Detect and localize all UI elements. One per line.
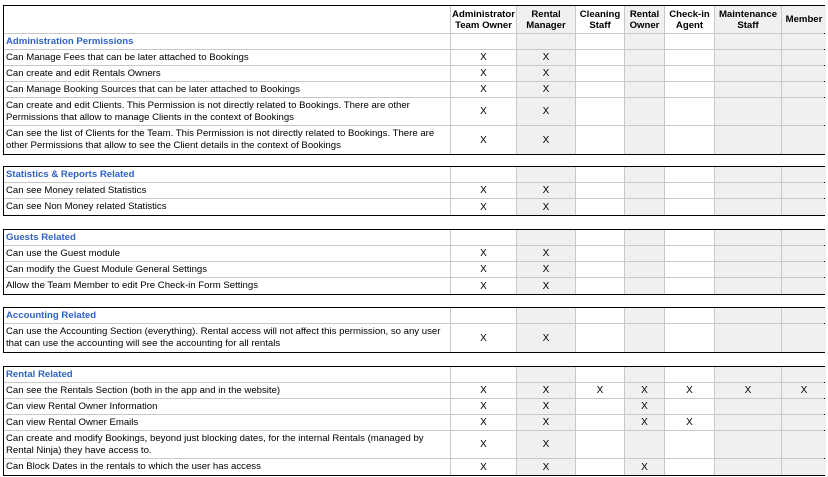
permission-cell: [624, 246, 664, 261]
section-title: Guests Related: [6, 232, 76, 243]
permission-cell: [624, 415, 664, 430]
column-header: Administrator Team Owner: [452, 8, 515, 31]
permission-cell: [624, 50, 664, 65]
permission-cell: [781, 262, 826, 277]
permission-row: [4, 66, 824, 82]
permission-cell: [714, 278, 781, 294]
granted-mark: X: [480, 417, 487, 428]
permission-cell: [624, 367, 664, 382]
granted-mark: X: [542, 417, 550, 428]
section-5: [3, 366, 825, 476]
permission-cell: [781, 230, 826, 245]
label-cell: [4, 82, 450, 97]
permission-cell: [664, 383, 714, 398]
permission-row: [4, 278, 824, 294]
permission-cell: [664, 367, 714, 382]
permission-cell: [575, 82, 624, 97]
label-cell: [4, 183, 450, 198]
column-header: Rental Owner: [629, 8, 660, 31]
permission-cell: [516, 415, 575, 430]
permission-cell: [781, 82, 826, 97]
granted-mark: X: [686, 385, 693, 396]
section-2: [3, 166, 825, 216]
permission-cell: [450, 230, 516, 245]
label-cell: [4, 34, 450, 49]
permission-cell: [714, 367, 781, 382]
granted-mark: X: [542, 134, 550, 146]
section-title: Statistics & Reports Related: [6, 169, 135, 180]
permission-label: Can view Rental Owner Emails: [6, 416, 139, 428]
section-title-row: [4, 308, 824, 324]
permission-cell: [624, 82, 664, 97]
permission-cell: [781, 367, 826, 382]
permission-cell: [516, 66, 575, 81]
section-title-row: [4, 167, 824, 183]
permission-cell: [714, 308, 781, 323]
permission-cell: [781, 415, 826, 430]
permission-cell: [781, 431, 826, 458]
permission-cell: [714, 34, 781, 49]
permission-cell: [624, 126, 664, 154]
permission-cell: [516, 199, 575, 215]
permission-row: [4, 262, 824, 278]
granted-mark: X: [542, 68, 550, 79]
permission-cell: [624, 324, 664, 352]
permission-cell: [664, 126, 714, 154]
permission-cell: [516, 278, 575, 294]
permission-cell: [516, 431, 575, 458]
permission-row: [4, 82, 824, 98]
permission-cell: [450, 246, 516, 261]
permission-cell: [516, 459, 575, 475]
permission-cell: [575, 126, 624, 154]
permission-cell: [664, 308, 714, 323]
granted-mark: X: [542, 52, 550, 63]
permission-cell: [664, 50, 714, 65]
permission-cell: [516, 246, 575, 261]
permission-cell: [624, 167, 664, 182]
granted-mark: X: [686, 417, 693, 428]
permission-cell: [575, 34, 624, 49]
granted-mark: X: [480, 185, 487, 196]
permission-cell: [624, 399, 664, 414]
permission-row: [4, 415, 824, 431]
permission-cell: [624, 66, 664, 81]
permission-cell: [450, 6, 516, 33]
permission-cell: [450, 183, 516, 198]
granted-mark: X: [542, 84, 550, 95]
permission-cell: [450, 431, 516, 458]
permission-cell: [781, 199, 826, 215]
permission-cell: [575, 459, 624, 475]
permission-cell: [664, 415, 714, 430]
header-row: [4, 6, 824, 34]
permission-cell: [450, 383, 516, 398]
permission-cell: [781, 246, 826, 261]
permission-label: Can use the Guest module: [6, 247, 121, 259]
permission-cell: [714, 167, 781, 182]
permission-cell: [450, 50, 516, 65]
permission-cell: [624, 6, 664, 33]
permission-cell: [781, 183, 826, 198]
permission-cell: [450, 199, 516, 215]
permission-label: Can Manage Fees that can be later attached to Bookings: [6, 51, 249, 63]
permission-cell: [575, 230, 624, 245]
label-cell: [4, 324, 450, 352]
permission-cell: [664, 324, 714, 352]
permission-cell: [516, 324, 575, 352]
granted-mark: X: [480, 201, 487, 213]
permission-row: [4, 126, 824, 154]
granted-mark: X: [641, 461, 648, 473]
label-cell: [4, 66, 450, 81]
permission-cell: [664, 98, 714, 125]
granted-mark: X: [744, 385, 752, 396]
label-cell: [4, 50, 450, 65]
permission-row: [4, 50, 824, 66]
permission-cell: [714, 66, 781, 81]
granted-mark: X: [542, 248, 550, 259]
section-title-row: [4, 34, 824, 50]
granted-mark: X: [480, 461, 487, 473]
permission-cell: [575, 50, 624, 65]
granted-mark: X: [542, 439, 550, 450]
permission-cell: [664, 199, 714, 215]
granted-mark: X: [641, 401, 648, 412]
granted-mark: X: [480, 439, 487, 450]
label-cell: [4, 383, 450, 398]
permission-row: [4, 399, 824, 415]
permission-cell: [516, 34, 575, 49]
permission-label: Can modify the Guest Module General Settings: [6, 263, 208, 275]
permission-cell: [624, 431, 664, 458]
permission-cell: [450, 98, 516, 125]
permission-cell: [575, 6, 624, 33]
permission-cell: [450, 278, 516, 294]
permission-row: [4, 324, 824, 352]
permission-cell: [450, 367, 516, 382]
permission-cell: [664, 167, 714, 182]
permission-cell: [664, 34, 714, 49]
permission-cell: [516, 399, 575, 414]
permission-label: Can Block Dates in the rentals to which the user has access: [6, 461, 261, 472]
label-cell: [4, 431, 450, 458]
permission-cell: [664, 230, 714, 245]
permission-label: Can see the list of Clients for the Team. This Permission is not directly related to Bookings. There are other Permissions that allow to see the Client details in the context of Bookings: [6, 128, 435, 151]
permission-label: Can see Money related Statistics: [6, 184, 147, 196]
granted-mark: X: [480, 264, 487, 275]
permission-row: [4, 98, 824, 126]
permission-cell: [781, 308, 826, 323]
granted-mark: X: [542, 106, 550, 117]
label-cell: [4, 399, 450, 414]
permission-cell: [624, 278, 664, 294]
permission-cell: [575, 383, 624, 398]
permission-cell: [781, 324, 826, 352]
granted-mark: X: [480, 385, 487, 396]
permission-row: [4, 431, 824, 459]
granted-mark: X: [480, 68, 487, 79]
granted-mark: X: [480, 280, 487, 292]
permission-cell: [664, 459, 714, 475]
label-cell: [4, 278, 450, 294]
permission-label: Can see Non Money related Statistics: [6, 201, 167, 212]
permission-cell: [516, 367, 575, 382]
permission-cell: [575, 167, 624, 182]
permission-cell: [575, 278, 624, 294]
label-cell: [4, 459, 450, 475]
permission-cell: [575, 246, 624, 261]
permission-label: Can create and edit Rentals Owners: [6, 67, 161, 79]
permission-cell: [624, 98, 664, 125]
permission-cell: [450, 459, 516, 475]
permission-cell: [575, 183, 624, 198]
permission-label: Can use the Accounting Section (everything). Rental access will not affect this permission, so any user that can use the accounting will see the accounting for all rentals: [6, 326, 441, 349]
permission-label: Can create and edit Clients. This Permission is not directly related to Bookings. There are other Permissions that allow to manage Clients in the context of Bookings: [6, 99, 410, 123]
label-cell: [4, 415, 450, 430]
granted-mark: X: [480, 248, 487, 259]
permission-cell: [781, 6, 826, 33]
permission-cell: [450, 126, 516, 154]
permission-cell: [781, 383, 826, 398]
permission-cell: [714, 126, 781, 154]
permission-cell: [664, 6, 714, 33]
permission-cell: [624, 34, 664, 49]
label-cell: [4, 367, 450, 382]
permission-cell: [516, 183, 575, 198]
column-header: Cleaning Staff: [579, 8, 621, 31]
permission-cell: [714, 459, 781, 475]
permission-cell: [450, 308, 516, 323]
permission-cell: [714, 183, 781, 198]
granted-mark: X: [596, 385, 604, 396]
section-4: [3, 307, 825, 353]
permission-cell: [575, 324, 624, 352]
granted-mark: X: [480, 134, 487, 146]
permission-cell: [516, 82, 575, 97]
permission-cell: [516, 167, 575, 182]
section-title: Administration Permissions: [6, 36, 134, 47]
label-cell: [4, 167, 450, 182]
permission-cell: [516, 262, 575, 277]
permission-cell: [575, 431, 624, 458]
granted-mark: X: [542, 401, 550, 412]
permission-label: Can see the Rentals Section (both in the app and in the website): [6, 384, 281, 396]
column-header: Maintenance Staff: [718, 8, 778, 31]
granted-mark: X: [480, 332, 487, 344]
permission-cell: [575, 262, 624, 277]
permission-cell: [714, 6, 781, 33]
permission-cell: [516, 383, 575, 398]
permission-cell: [714, 431, 781, 458]
permission-cell: [516, 50, 575, 65]
permission-cell: [714, 324, 781, 352]
label-cell: [4, 246, 450, 261]
permission-row: [4, 246, 824, 262]
permission-cell: [781, 50, 826, 65]
permission-cell: [516, 6, 575, 33]
section-1: [3, 5, 825, 155]
granted-mark: X: [480, 84, 487, 95]
granted-mark: X: [480, 401, 487, 412]
granted-mark: X: [542, 280, 550, 292]
permission-cell: [714, 82, 781, 97]
label-cell: [4, 98, 450, 125]
permission-row: [4, 459, 824, 475]
permission-cell: [450, 415, 516, 430]
permission-cell: [575, 98, 624, 125]
permission-cell: [714, 50, 781, 65]
granted-mark: X: [641, 417, 648, 428]
permission-cell: [781, 34, 826, 49]
permission-cell: [624, 459, 664, 475]
permission-cell: [781, 98, 826, 125]
permission-cell: [714, 98, 781, 125]
permission-cell: [714, 246, 781, 261]
permission-cell: [450, 399, 516, 414]
label-cell: [4, 262, 450, 277]
section-title-row: [4, 230, 824, 246]
permission-cell: [714, 415, 781, 430]
permission-cell: [664, 399, 714, 414]
permission-cell: [664, 82, 714, 97]
section-title-row: [4, 367, 824, 383]
permission-cell: [781, 66, 826, 81]
permission-cell: [664, 66, 714, 81]
permission-cell: [624, 199, 664, 215]
granted-mark: X: [542, 201, 550, 213]
permission-label: Can create and modify Bookings, beyond just blocking dates, for the internal Rentals (managed by Rental Ninja) they have access to.: [6, 432, 424, 456]
section-3: [3, 229, 825, 295]
granted-mark: X: [641, 385, 648, 396]
permission-cell: [575, 367, 624, 382]
granted-mark: X: [542, 264, 550, 275]
permission-cell: [575, 399, 624, 414]
permission-cell: [664, 183, 714, 198]
granted-mark: X: [542, 185, 550, 196]
permission-cell: [664, 278, 714, 294]
permission-cell: [781, 278, 826, 294]
section-title: Accounting Related: [6, 310, 97, 321]
permission-cell: [714, 383, 781, 398]
permission-row: [4, 383, 824, 399]
granted-mark: X: [480, 52, 487, 63]
granted-mark: X: [542, 332, 550, 344]
permission-cell: [714, 399, 781, 414]
permission-cell: [781, 126, 826, 154]
permission-cell: [450, 66, 516, 81]
permission-row: [4, 199, 824, 215]
permission-cell: [714, 199, 781, 215]
permission-cell: [575, 66, 624, 81]
granted-mark: X: [480, 106, 487, 117]
permission-cell: [624, 262, 664, 277]
permission-label: Can Manage Booking Sources that can be later attached to Bookings: [6, 83, 300, 95]
label-cell: [4, 230, 450, 245]
label-cell: [4, 199, 450, 215]
permission-row: [4, 183, 824, 199]
granted-mark: X: [800, 385, 808, 396]
permission-cell: [714, 230, 781, 245]
column-header: Rental Manager: [526, 8, 566, 31]
permission-label: Allow the Team Member to edit Pre Check-in Form Settings: [6, 280, 259, 291]
permission-cell: [664, 431, 714, 458]
permission-cell: [516, 230, 575, 245]
label-cell: [4, 308, 450, 323]
granted-mark: X: [542, 461, 550, 473]
label-cell: [4, 6, 450, 33]
permission-cell: [450, 34, 516, 49]
section-title: Rental Related: [6, 369, 73, 380]
permission-cell: [450, 262, 516, 277]
permission-cell: [450, 167, 516, 182]
column-header: Check-in Agent: [669, 8, 710, 31]
permission-cell: [781, 167, 826, 182]
permission-cell: [516, 308, 575, 323]
permission-cell: [450, 82, 516, 97]
permission-cell: [516, 126, 575, 154]
permission-cell: [781, 399, 826, 414]
permission-label: Can view Rental Owner Information: [6, 400, 158, 412]
column-header: Member: [785, 14, 823, 25]
permission-cell: [664, 262, 714, 277]
permission-cell: [664, 246, 714, 261]
permission-cell: [624, 308, 664, 323]
permission-cell: [450, 324, 516, 352]
permission-cell: [575, 415, 624, 430]
permission-cell: [624, 183, 664, 198]
permission-cell: [516, 98, 575, 125]
permission-cell: [624, 383, 664, 398]
permission-cell: [624, 230, 664, 245]
permission-cell: [714, 262, 781, 277]
permission-cell: [781, 459, 826, 475]
permission-cell: [575, 308, 624, 323]
granted-mark: X: [542, 385, 550, 396]
permission-cell: [575, 199, 624, 215]
label-cell: [4, 126, 450, 154]
